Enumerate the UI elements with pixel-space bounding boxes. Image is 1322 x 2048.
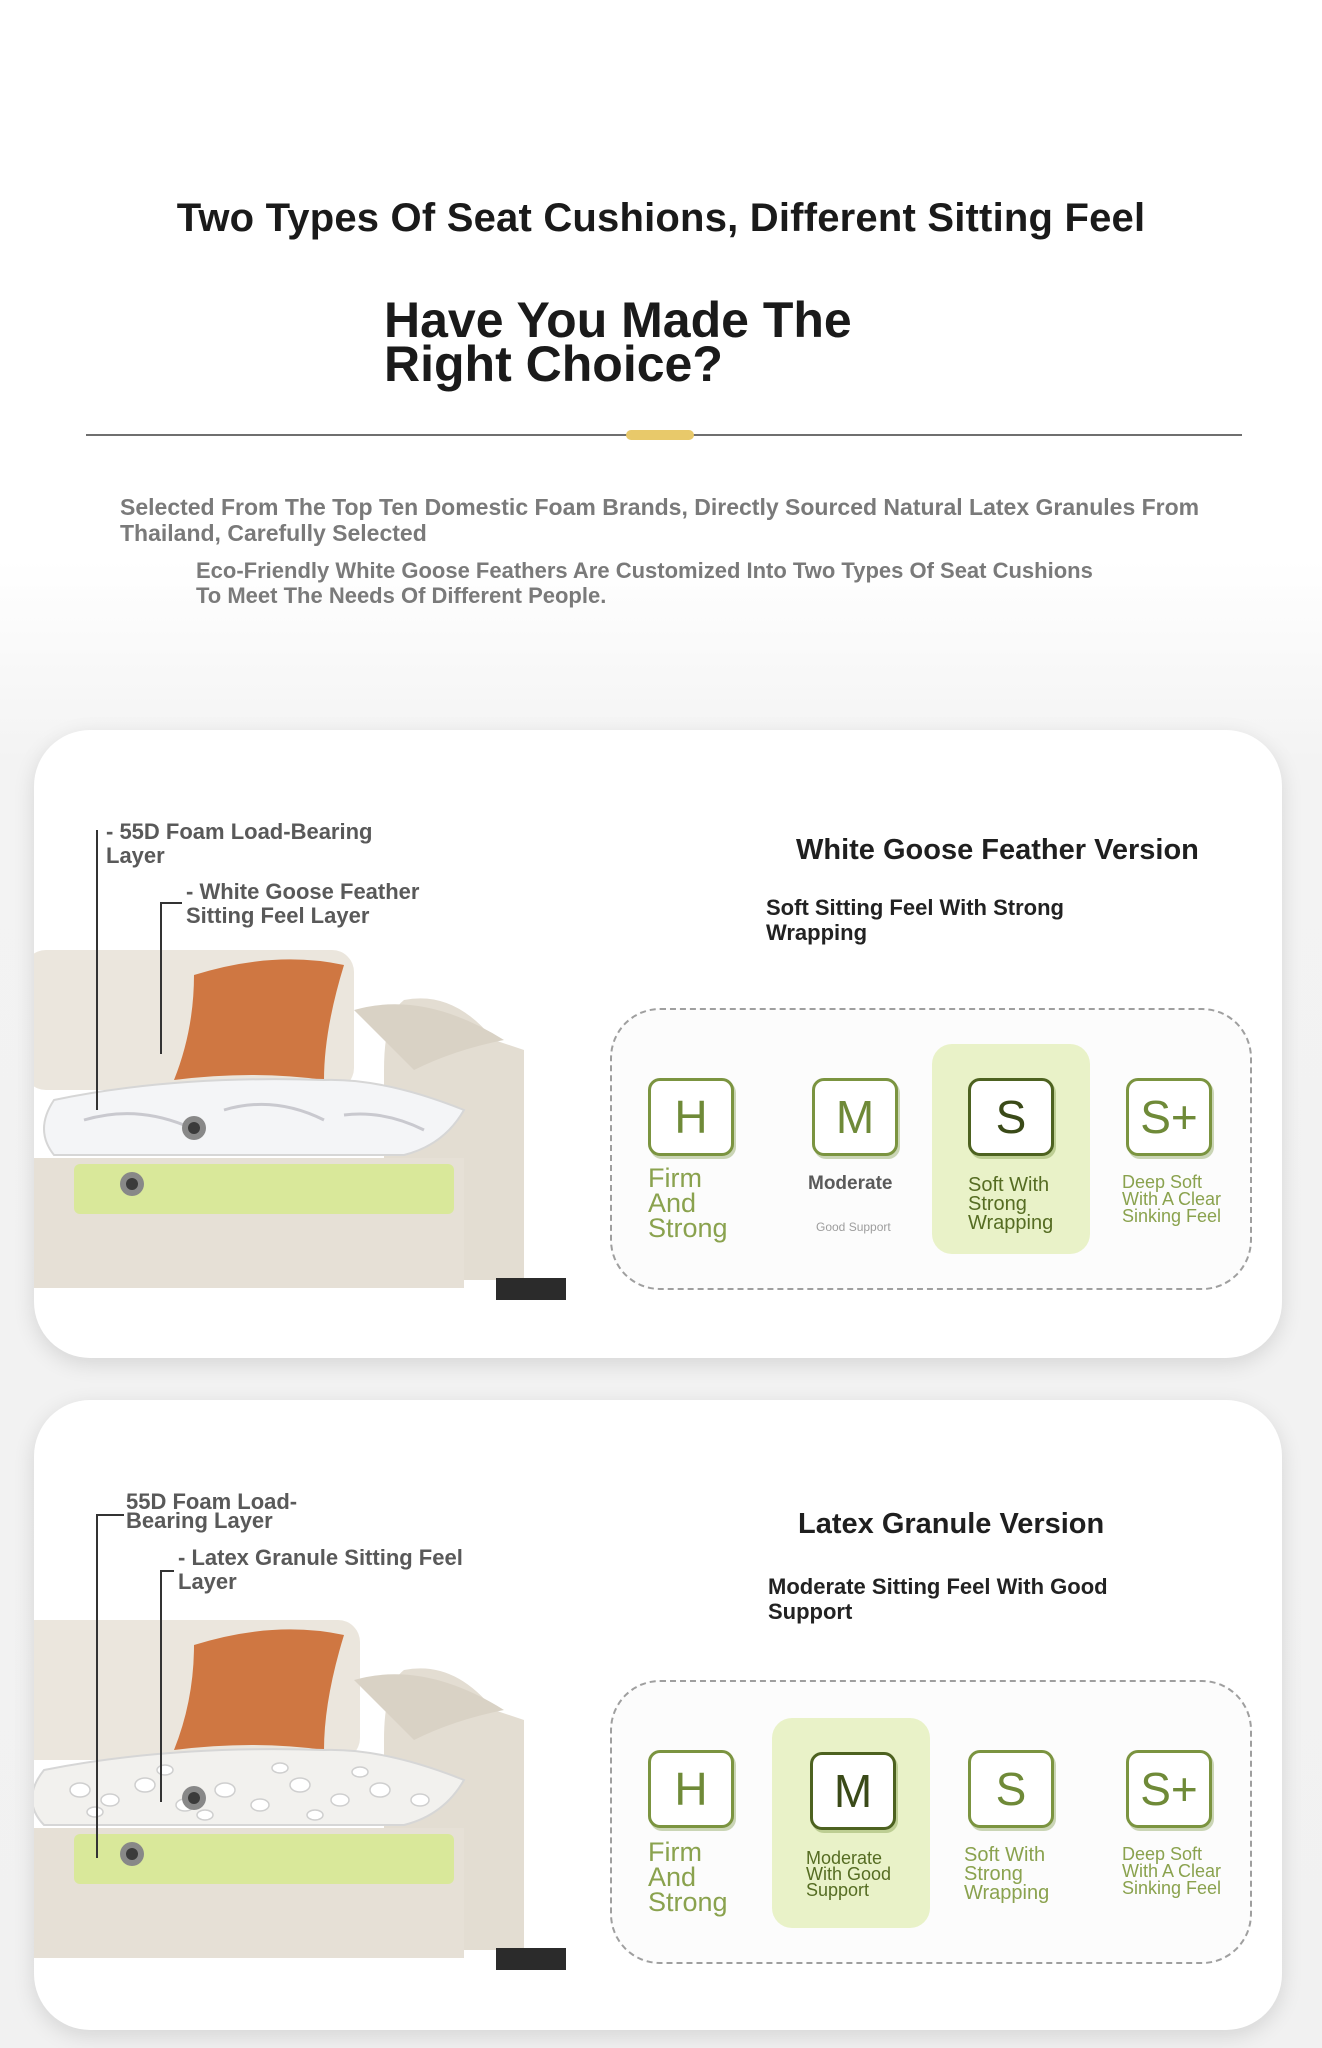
label-h: Firm And Strong bbox=[648, 1837, 728, 1917]
badge-s: S bbox=[968, 1750, 1054, 1828]
version-title: Latex Granule Version bbox=[798, 1508, 1105, 1540]
label-s-plus: Deep Soft With A Clear Sinking Feel bbox=[1122, 1844, 1222, 1898]
leader-line-foam bbox=[96, 830, 98, 1110]
firmness-s-plus bbox=[1104, 1716, 1244, 1916]
intro-text-1: Selected From The Top Ten Domestic Foam Brands, Directly Sourced Natural Latex Granules From Thailand, Carefully Selected bbox=[120, 494, 1200, 546]
leader-line-foam bbox=[96, 1514, 98, 1858]
label-s-plus: Deep Soft With A Clear Sinking Feel bbox=[1122, 1172, 1222, 1226]
page-subtitle bbox=[384, 292, 984, 392]
page-title: Two Types Of Seat Cushions, Different Sitting Feel bbox=[176, 196, 1146, 240]
sofa-latex-illustration bbox=[34, 1600, 600, 2000]
firmness-s-plus bbox=[1104, 1044, 1244, 1244]
firmness-s bbox=[932, 1044, 1090, 1254]
orange-pillow bbox=[174, 1629, 344, 1750]
badge-s: S bbox=[968, 1078, 1054, 1156]
label-m: Moderate bbox=[808, 1173, 893, 1194]
firmness-scale bbox=[610, 1680, 1252, 1964]
badge-s-plus: S+ bbox=[1126, 1750, 1212, 1828]
badge-m: M bbox=[812, 1078, 898, 1156]
callout-foam-layer: - 55D Foam Load-Bearing Layer bbox=[106, 819, 373, 868]
badge-m: M bbox=[810, 1752, 896, 1830]
firmness-h bbox=[638, 1044, 768, 1244]
firmness-h bbox=[638, 1716, 768, 1916]
label-h: Firm And Strong bbox=[648, 1163, 728, 1243]
firmness-s bbox=[932, 1716, 1090, 1916]
label-s: Soft With Strong Wrapping bbox=[964, 1844, 1050, 1904]
orange-pillow bbox=[174, 959, 344, 1080]
callout-latex-layer: - Latex Granule Sitting Feel Layer bbox=[178, 1545, 463, 1594]
sofa-feather-illustration bbox=[34, 930, 604, 1330]
label-m: Moderate With Good Support bbox=[806, 1848, 892, 1900]
firmness-m bbox=[788, 1044, 938, 1244]
badge-h: H bbox=[648, 1078, 734, 1156]
badge-s-plus: S+ bbox=[1126, 1078, 1212, 1156]
intro-text-2: Eco-Friendly White Goose Feathers Are Customized Into Two Types Of Seat Cushions To Meet The Needs Of Different People. bbox=[196, 558, 1093, 608]
version-description: Moderate Sitting Feel With Good Support bbox=[768, 1574, 1108, 1624]
label-m-sub: Good Support bbox=[816, 1220, 891, 1234]
subtitle-line-2: Right Choice? bbox=[384, 336, 723, 392]
firmness-scale bbox=[610, 1008, 1252, 1290]
leader-line-foam-h bbox=[96, 1514, 124, 1516]
leader-line-latex bbox=[160, 1570, 162, 1802]
version-title: White Goose Feather Version bbox=[796, 834, 1199, 866]
feather-version-card bbox=[34, 730, 1282, 1358]
label-s: Soft With Strong Wrapping bbox=[968, 1174, 1054, 1234]
feather-layer bbox=[44, 1079, 464, 1155]
firmness-m bbox=[772, 1718, 930, 1928]
leader-line-feather bbox=[160, 902, 162, 1054]
version-description: Soft Sitting Feel With Strong Wrapping bbox=[766, 895, 1064, 945]
latex-version-card bbox=[34, 1400, 1282, 2030]
sofa-foot bbox=[496, 1948, 566, 1970]
callout-foam-layer: 55D Foam Load-Bearing Layer bbox=[126, 1489, 298, 1533]
subtitle-line-1: Have You Made The bbox=[384, 292, 852, 348]
divider-accent-bar bbox=[626, 430, 694, 440]
sofa-foot bbox=[496, 1278, 566, 1300]
leader-line-latex-h bbox=[160, 1570, 174, 1572]
badge-h: H bbox=[648, 1750, 734, 1828]
callout-feather-layer: - White Goose Feather Sitting Feel Layer bbox=[186, 879, 420, 928]
leader-line-feather-h bbox=[160, 902, 182, 904]
